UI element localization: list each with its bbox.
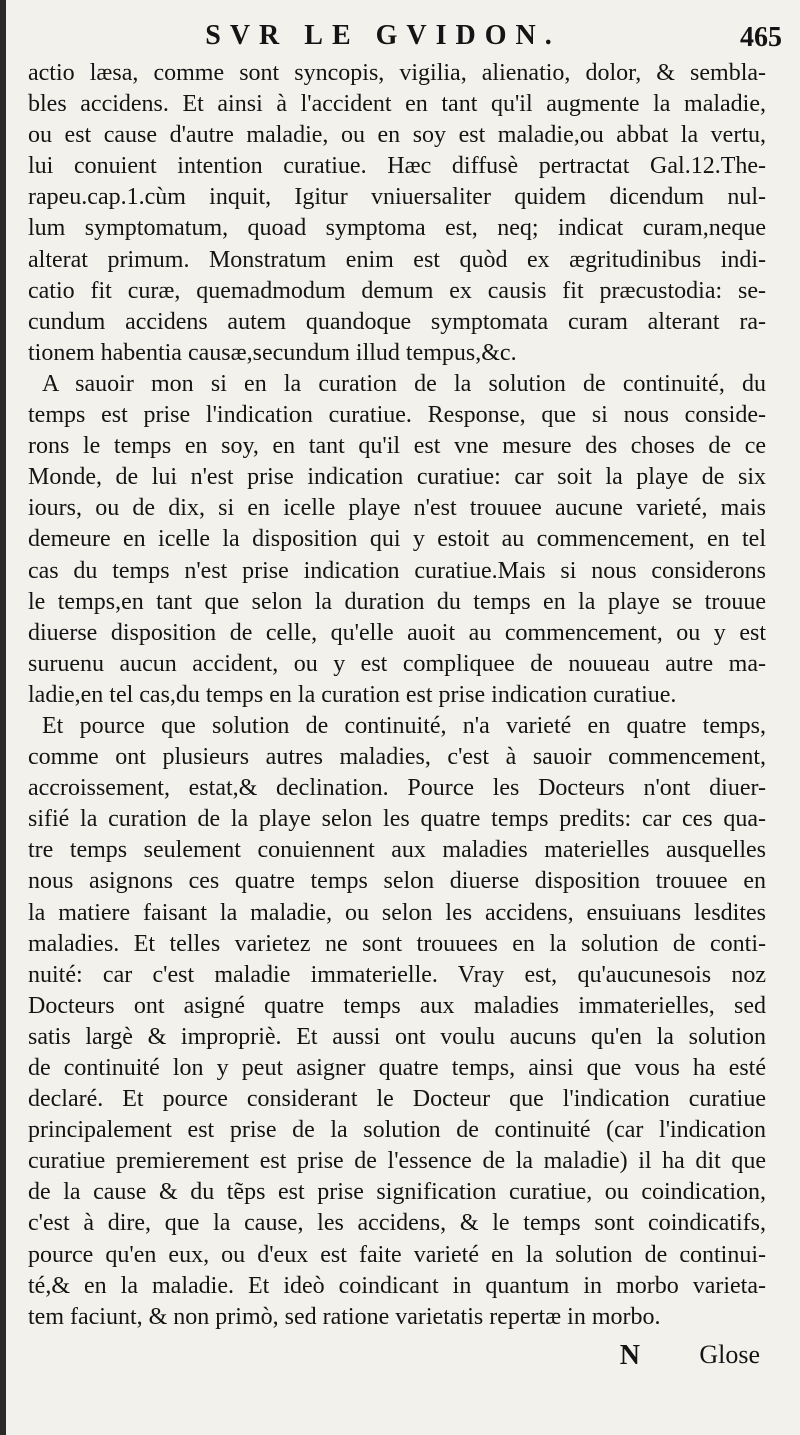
text-line: iours, ou de dix, si en icelle playe n'est trouuee aucune varieté, mais: [28, 495, 766, 522]
text-line: catio fit curæ, quemadmodum demum ex causis fit præcustodia: se-: [28, 277, 766, 304]
text-line: lui conuient intention curatiue. Hæc diffusè pertractat Gal.12.The-: [28, 153, 766, 180]
text-line: ladie,en tel cas,du temps en la curation est prise indication curatiue.: [28, 681, 677, 708]
text-line: ou est cause d'autre maladie, ou en soy est maladie,ou abbat la vertu,: [28, 122, 766, 149]
text-line: temps est prise l'indication curatiue. Response, que si nous conside-: [28, 402, 766, 429]
text-line: de continuité lon y peut asigner quatre temps, ainsi que vous ha esté: [28, 1055, 766, 1081]
text-line: satis largè & impropriè. Et aussi ont voulu aucuns qu'en la solution: [28, 1023, 766, 1050]
body-text: [28, 58, 766, 1333]
text-line: de la cause & du tẽps est prise signification curatiue, ou coindication,: [28, 1179, 766, 1206]
running-title: SVR LE GVIDON.: [205, 20, 561, 51]
text-line: té,& en la maladie. Et ideò coindicant in quantum in morbo varieta-: [28, 1272, 766, 1299]
text-line: A sauoir mon si en la curation de la solution de continuité, du: [42, 370, 766, 397]
text-line: nuité: car c'est maladie immaterielle. Vray est, qu'aucunesois noz: [28, 961, 766, 988]
text-line: actio læsa, comme sont syncopis, vigilia, alienatio, dolor, & sembla-: [28, 60, 766, 86]
text-line: cundum accidens autem quandoque symptomata curam alterant ra-: [28, 308, 766, 335]
text-line: diuerse disposition de celle, qu'elle auoit au commencement, ou y est: [28, 619, 766, 646]
text-line: Monde, de lui n'est prise indication curatiue: car soit la playe de six: [28, 464, 766, 491]
page-number: 465: [740, 22, 782, 53]
text-line: accroissement, estat,& declination. Pource les Docteurs n'ont diuer-: [28, 775, 766, 802]
text-line: c'est à dire, que la cause, les accidens, & le temps sont coindicatifs,: [28, 1210, 766, 1237]
text-line: cas du temps n'est prise indication curatiue.Mais si nous considerons: [28, 557, 766, 584]
text-line: demeure en icelle la disposition qui y estoit au commencement, en tel: [28, 526, 766, 553]
text-line: bles accidens. Et ainsi à l'accident en tant qu'il augmente la maladie,: [28, 91, 766, 118]
text-line: rons le temps en soy, en tant qu'il est vne mesure des choses de ce: [28, 433, 766, 460]
page-header: [6, 20, 800, 56]
text-line: suruenu aucun accident, ou y est compliquee de nouueau autre ma-: [28, 650, 766, 677]
text-line: le temps,en tant que selon la duration du temps en la playe se trouue: [28, 588, 766, 615]
text-line: comme ont plusieurs autres maladies, c'est à sauoir commencement,: [28, 744, 766, 771]
text-line: Docteurs ont asigné quatre temps aux maladies immaterielles, sed: [28, 992, 766, 1019]
text-line: principalement est prise de la solution de continuité (car l'indication: [28, 1117, 766, 1144]
text-line: pource qu'en eux, ou d'eux est faite varieté en la solution de continui-: [28, 1241, 766, 1268]
text-line: tre temps seulement conuiennent aux maladies materielles ausquelles: [28, 837, 766, 864]
page-footer: [28, 1340, 760, 1376]
text-line: lum symptomatum, quoad symptoma est, neq; indicat curam,neque: [28, 215, 766, 242]
text-line: curatiue premierement est prise de l'essence de la maladie) il ha dit que: [28, 1148, 766, 1175]
text-line: declaré. Et pource considerant le Docteur que l'indication curatiue: [28, 1086, 766, 1113]
text-line: rapeu.cap.1.cùm inquit, Igitur vniuersaliter quidem dicendum nul-: [28, 184, 766, 211]
text-line: maladies. Et telles varietez ne sont trouuees en la solution de conti-: [28, 930, 766, 957]
text-line: Et pource que solution de continuité, n'a varieté en quatre temps,: [42, 712, 766, 739]
signature-mark: N: [619, 1340, 640, 1371]
text-line: la matiere faisant la maladie, ou selon les accidens, ensuiuans lesdites: [28, 899, 766, 926]
text-line: alterat primum. Monstratum enim est quòd ex ægritudinibus indi-: [28, 246, 766, 273]
text-line: tionem habentia causæ,secundum illud tempus,&c.: [28, 339, 517, 366]
text-line: tem faciunt, & non primò, sed ratione varietatis repertæ in morbo.: [28, 1303, 661, 1330]
text-line: nous asignons ces quatre temps selon diuerse disposition trouuee en: [28, 868, 766, 895]
catchword: Glose: [699, 1340, 760, 1369]
text-line: sifié la curation de la playe selon les quatre temps predits: car ces qua-: [28, 806, 766, 833]
